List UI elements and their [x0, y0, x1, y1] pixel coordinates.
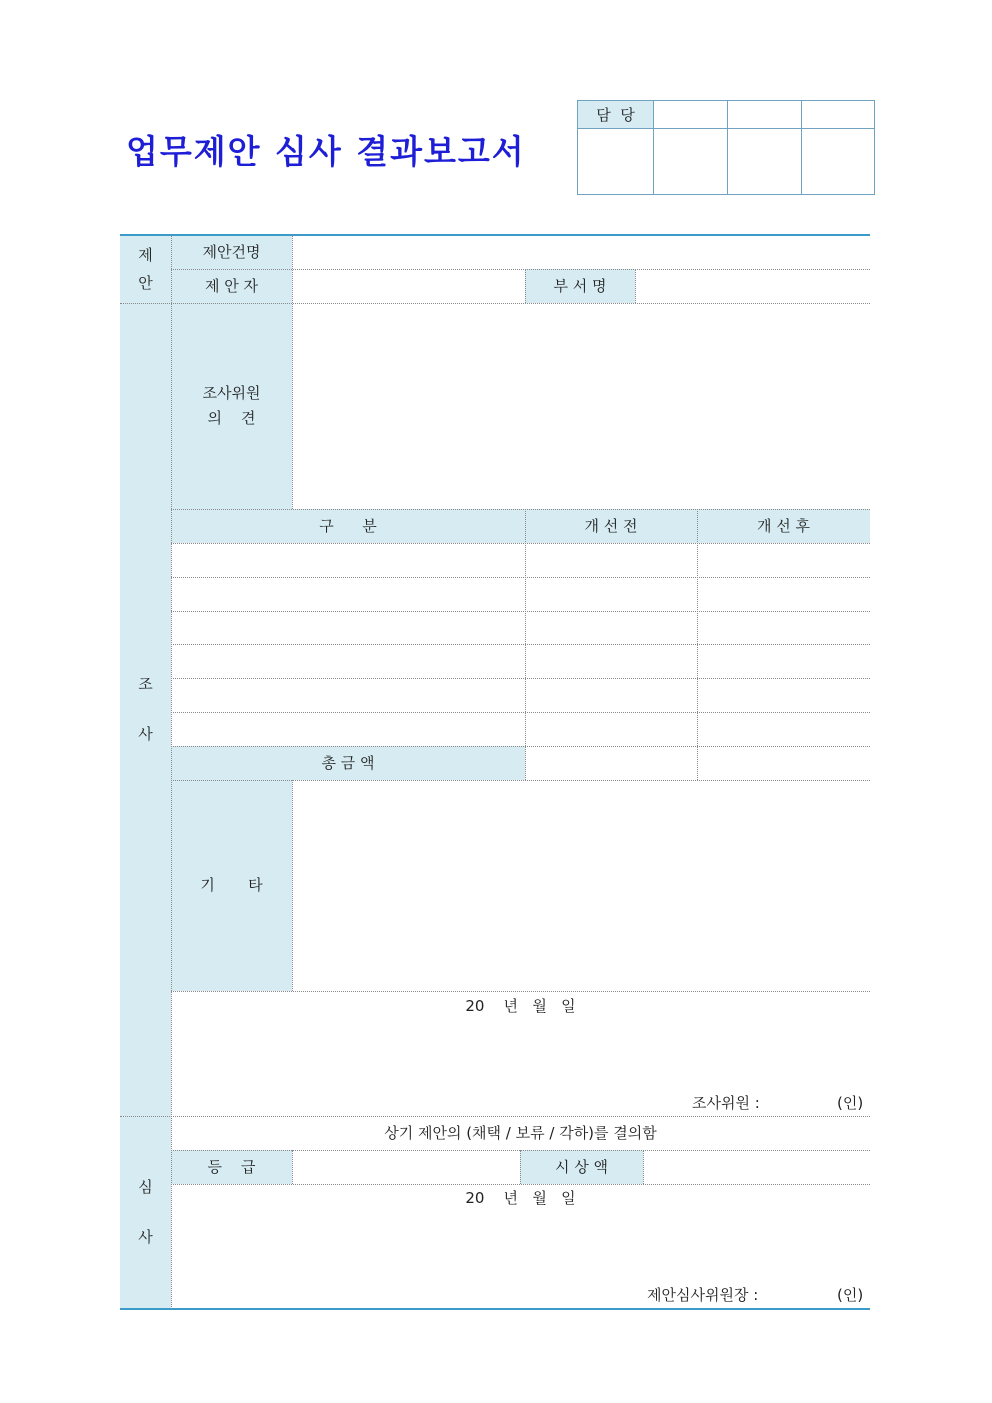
- table-header-before: 개 선 전: [584, 516, 638, 535]
- investigator-signer-label: 조사위원 :: [692, 1094, 760, 1112]
- table-row[interactable]: [171, 644, 870, 678]
- table-header-category: 구 분: [319, 516, 377, 535]
- award-amount-field[interactable]: [644, 1151, 870, 1184]
- approval-sign-cell[interactable]: [728, 129, 800, 194]
- approval-label: 담 당: [596, 106, 635, 124]
- committee-chair-signer-label: 제안심사위원장 :: [647, 1286, 759, 1304]
- proposer-label: 제 안 자: [204, 276, 258, 295]
- total-after-field[interactable]: [698, 747, 870, 780]
- review-decision-text: 상기 제안의 (채택 / 보류 / 각하)를 결의함: [384, 1123, 657, 1142]
- approval-box: [577, 100, 875, 195]
- table-row[interactable]: [171, 611, 870, 644]
- reviewer-opinion-label: 조사위원 의 견: [202, 384, 261, 427]
- committee-chair-seal: (인): [837, 1286, 864, 1304]
- proposer-field[interactable]: [293, 270, 525, 303]
- review-date: 20 년 월 일: [465, 1189, 576, 1207]
- table-row[interactable]: [171, 678, 870, 712]
- proposal-name-field[interactable]: [293, 236, 870, 269]
- proposal-section-label: 제 안: [138, 246, 153, 292]
- department-label: 부 서 명: [553, 276, 607, 295]
- proposal-name-label: 제안건명: [202, 242, 261, 261]
- investigation-section-label: 조 사: [138, 675, 153, 743]
- table-row[interactable]: [171, 712, 870, 746]
- etc-field[interactable]: [293, 781, 870, 991]
- reviewer-opinion-field[interactable]: [293, 304, 870, 509]
- investigation-date: 20 년 월 일: [465, 997, 576, 1015]
- page-title: 업무제안 심사 결과보고서: [126, 132, 526, 171]
- total-amount-label: 총 금 액: [321, 753, 375, 772]
- approval-sign-cell[interactable]: [654, 129, 726, 194]
- investigator-seal: (인): [837, 1094, 864, 1112]
- award-amount-label: 시 상 액: [554, 1157, 608, 1176]
- grade-field[interactable]: [293, 1151, 520, 1184]
- table-header-after: 개 선 후: [756, 516, 810, 535]
- department-field[interactable]: [636, 270, 870, 303]
- table-row[interactable]: [171, 543, 870, 577]
- review-section-label: 심 사: [138, 1177, 153, 1246]
- etc-label: 기 타: [200, 876, 263, 894]
- total-before-field[interactable]: [526, 747, 697, 780]
- table-row[interactable]: [171, 577, 870, 611]
- grade-label: 등 급: [207, 1157, 256, 1176]
- approval-sign-cell[interactable]: [802, 129, 874, 194]
